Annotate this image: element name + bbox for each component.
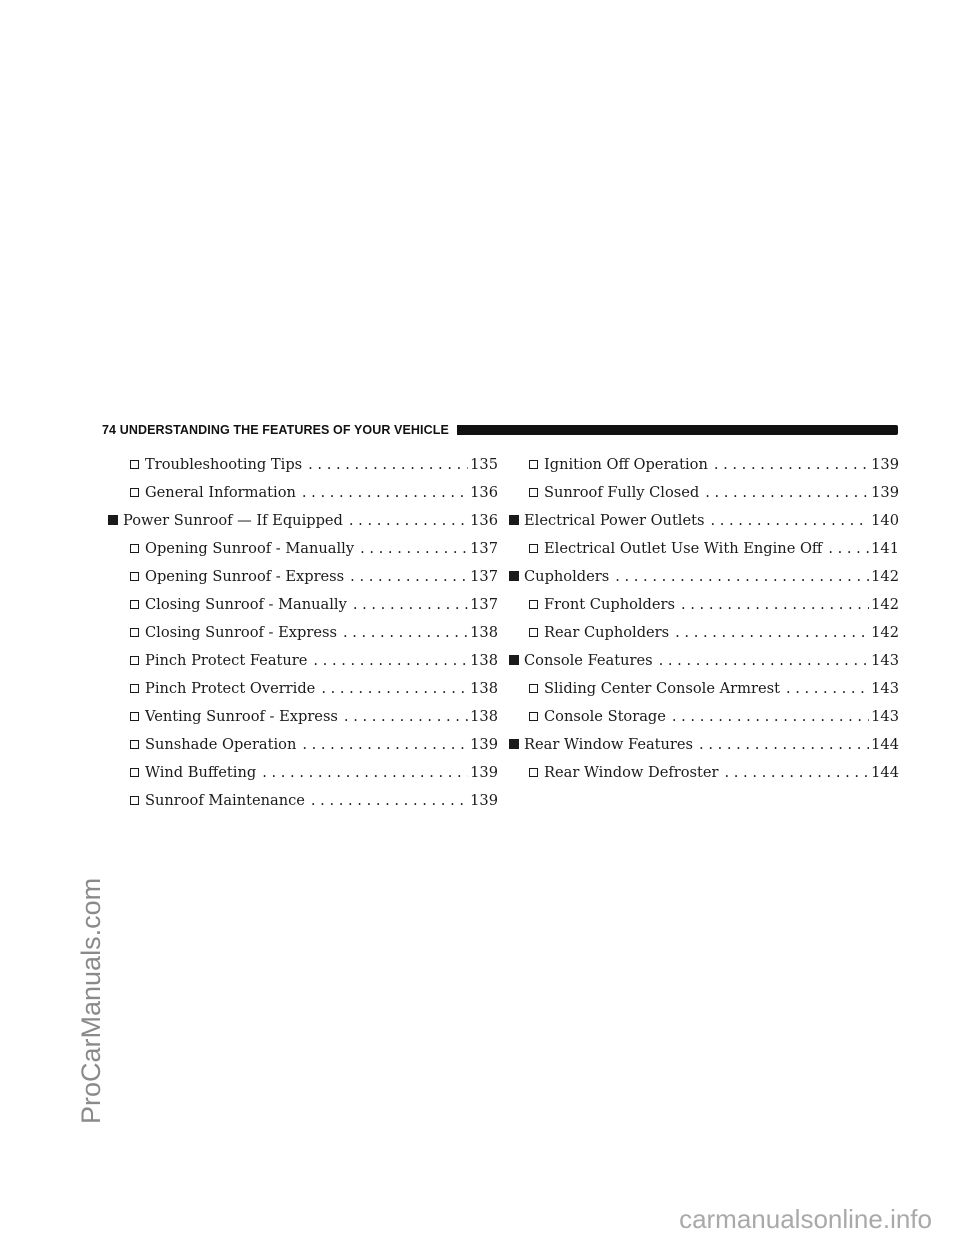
dot-leader [313, 652, 468, 669]
dot-leader [308, 456, 468, 473]
header-title: UNDERSTANDING THE FEATURES OF YOUR VEHICLE [119, 423, 449, 437]
hollow-square-bullet-icon [529, 684, 538, 693]
hollow-square-bullet-icon [130, 600, 139, 609]
header-text [102, 423, 449, 437]
toc-entry-label: Sunroof Fully Closed [544, 483, 700, 501]
toc-entry-label: Electrical Power Outlets [524, 511, 705, 529]
toc-entry-page-number: 142 [871, 595, 899, 613]
toc-entry-label: Wind Buffeting [145, 763, 257, 781]
toc-subsection-entry[interactable] [509, 674, 899, 702]
hollow-square-bullet-icon [529, 600, 538, 609]
toc-subsection-entry[interactable] [108, 786, 498, 814]
dot-leader [344, 708, 468, 725]
dot-leader [343, 624, 468, 641]
hollow-square-bullet-icon [529, 544, 538, 553]
dot-leader [724, 764, 869, 781]
hollow-square-bullet-icon [529, 460, 538, 469]
hollow-square-bullet-icon [130, 740, 139, 749]
dot-leader [714, 456, 869, 473]
hollow-square-bullet-icon [130, 460, 139, 469]
toc-entry-page-number: 136 [470, 483, 498, 501]
toc-subsection-entry[interactable] [509, 534, 899, 562]
toc-entry-page-number: 139 [871, 483, 899, 501]
filled-square-bullet-icon [509, 739, 519, 749]
toc-entry-label: Front Cupholders [544, 595, 675, 613]
toc-entry-label: Sliding Center Console Armrest [544, 679, 780, 697]
bottom-watermark: carmanualsonline.info [679, 1204, 932, 1234]
toc-entry-label: Ignition Off Operation [544, 455, 708, 473]
dot-leader [262, 764, 468, 781]
hollow-square-bullet-icon [130, 768, 139, 777]
toc-entry-label: Sunroof Maintenance [145, 791, 305, 809]
hollow-square-bullet-icon [529, 712, 538, 721]
dot-leader [302, 736, 468, 753]
toc-subsection-entry[interactable] [108, 730, 498, 758]
toc-entry-label: General Information [145, 483, 296, 501]
dot-leader [349, 512, 468, 529]
hollow-square-bullet-icon [130, 488, 139, 497]
dot-leader [659, 652, 870, 669]
toc-entry-page-number: 138 [470, 651, 498, 669]
dot-leader [615, 568, 869, 585]
hollow-square-bullet-icon [130, 684, 139, 693]
hollow-square-bullet-icon [130, 796, 139, 805]
toc-entry-label: Rear Cupholders [544, 623, 670, 641]
toc-entry-page-number: 138 [470, 679, 498, 697]
toc-entry-page-number: 136 [470, 511, 498, 529]
dot-leader [786, 680, 869, 697]
toc-entry-page-number: 142 [871, 567, 899, 585]
toc-section-entry[interactable] [509, 730, 899, 758]
toc-subsection-entry[interactable] [108, 450, 498, 478]
toc-entry-page-number: 143 [871, 651, 899, 669]
toc-subsection-entry[interactable] [509, 450, 899, 478]
hollow-square-bullet-icon [130, 572, 139, 581]
filled-square-bullet-icon [509, 655, 519, 665]
toc-entry-label: Console Storage [544, 707, 666, 725]
toc-subsection-entry[interactable] [108, 674, 498, 702]
toc-section-entry[interactable] [509, 646, 899, 674]
hollow-square-bullet-icon [130, 628, 139, 637]
toc-entry-label: Troubleshooting Tips [145, 455, 303, 473]
dot-leader [360, 540, 468, 557]
dot-leader [321, 680, 468, 697]
toc-entry-page-number: 139 [470, 791, 498, 809]
toc-entry-label: Power Sunroof — If Equipped [123, 511, 343, 529]
filled-square-bullet-icon [509, 515, 519, 525]
page-header [102, 423, 898, 437]
toc-subsection-entry[interactable] [509, 702, 899, 730]
dot-leader [672, 708, 869, 725]
dot-leader [350, 568, 468, 585]
toc-entry-label: Sunshade Operation [145, 735, 297, 753]
filled-square-bullet-icon [509, 571, 519, 581]
toc-entry-label: Pinch Protect Override [145, 679, 316, 697]
toc-section-entry[interactable] [509, 506, 899, 534]
toc-right-column [509, 450, 899, 786]
toc-subsection-entry[interactable] [108, 618, 498, 646]
header-rule [457, 425, 898, 435]
toc-subsection-entry[interactable] [108, 702, 498, 730]
toc-entry-page-number: 138 [470, 623, 498, 641]
dot-leader [705, 484, 869, 501]
dot-leader [311, 792, 468, 809]
toc-subsection-entry[interactable] [108, 590, 498, 618]
filled-square-bullet-icon [108, 515, 118, 525]
toc-entry-page-number: 137 [470, 539, 498, 557]
toc-subsection-entry[interactable] [108, 758, 498, 786]
hollow-square-bullet-icon [130, 656, 139, 665]
toc-entry-page-number: 141 [871, 539, 899, 557]
toc-entry-label: Opening Sunroof - Manually [145, 539, 355, 557]
dot-leader [353, 596, 468, 613]
toc-subsection-entry[interactable] [509, 478, 899, 506]
dot-leader [828, 540, 869, 557]
toc-entry-page-number: 137 [470, 567, 498, 585]
toc-entry-page-number: 144 [871, 735, 899, 753]
toc-subsection-entry[interactable] [509, 590, 899, 618]
toc-entry-label: Electrical Outlet Use With Engine Off [544, 539, 823, 557]
toc-entry-label: Pinch Protect Feature [145, 651, 308, 669]
toc-entry-page-number: 139 [871, 455, 899, 473]
toc-entry-label: Rear Window Features [524, 735, 694, 753]
dot-leader [710, 512, 869, 529]
toc-entry-page-number: 135 [470, 455, 498, 473]
toc-entry-label: Cupholders [524, 567, 610, 585]
hollow-square-bullet-icon [529, 488, 538, 497]
dot-leader [699, 736, 869, 753]
toc-entry-label: Console Features [524, 651, 653, 669]
toc-entry-page-number: 143 [871, 679, 899, 697]
toc-section-entry[interactable] [108, 506, 498, 534]
toc-entry-page-number: 137 [470, 595, 498, 613]
toc-entry-page-number: 139 [470, 735, 498, 753]
toc-entry-page-number: 144 [871, 763, 899, 781]
dot-leader [302, 484, 468, 501]
toc-left-column [108, 450, 498, 814]
hollow-square-bullet-icon [529, 768, 538, 777]
toc-subsection-entry[interactable] [509, 618, 899, 646]
toc-subsection-entry[interactable] [108, 646, 498, 674]
toc-entry-page-number: 138 [470, 707, 498, 725]
toc-subsection-entry[interactable] [509, 758, 899, 786]
toc-entry-page-number: 139 [470, 763, 498, 781]
side-watermark: ProCarManuals.com [76, 877, 106, 1124]
toc-subsection-entry[interactable] [108, 562, 498, 590]
toc-subsection-entry[interactable] [108, 534, 498, 562]
toc-entry-page-number: 143 [871, 707, 899, 725]
dot-leader [675, 624, 869, 641]
toc-entry-label: Rear Window Defroster [544, 763, 719, 781]
toc-subsection-entry[interactable] [108, 478, 498, 506]
toc-entry-label: Opening Sunroof - Express [145, 567, 345, 585]
toc-entry-page-number: 140 [871, 511, 899, 529]
header-page-number: 74 [102, 423, 117, 437]
toc-entry-page-number: 142 [871, 623, 899, 641]
hollow-square-bullet-icon [130, 712, 139, 721]
dot-leader [681, 596, 869, 613]
toc-entry-label: Closing Sunroof - Manually [145, 595, 347, 613]
hollow-square-bullet-icon [529, 628, 538, 637]
toc-entry-label: Venting Sunroof - Express [145, 707, 338, 725]
toc-section-entry[interactable] [509, 562, 899, 590]
hollow-square-bullet-icon [130, 544, 139, 553]
toc-entry-label: Closing Sunroof - Express [145, 623, 337, 641]
